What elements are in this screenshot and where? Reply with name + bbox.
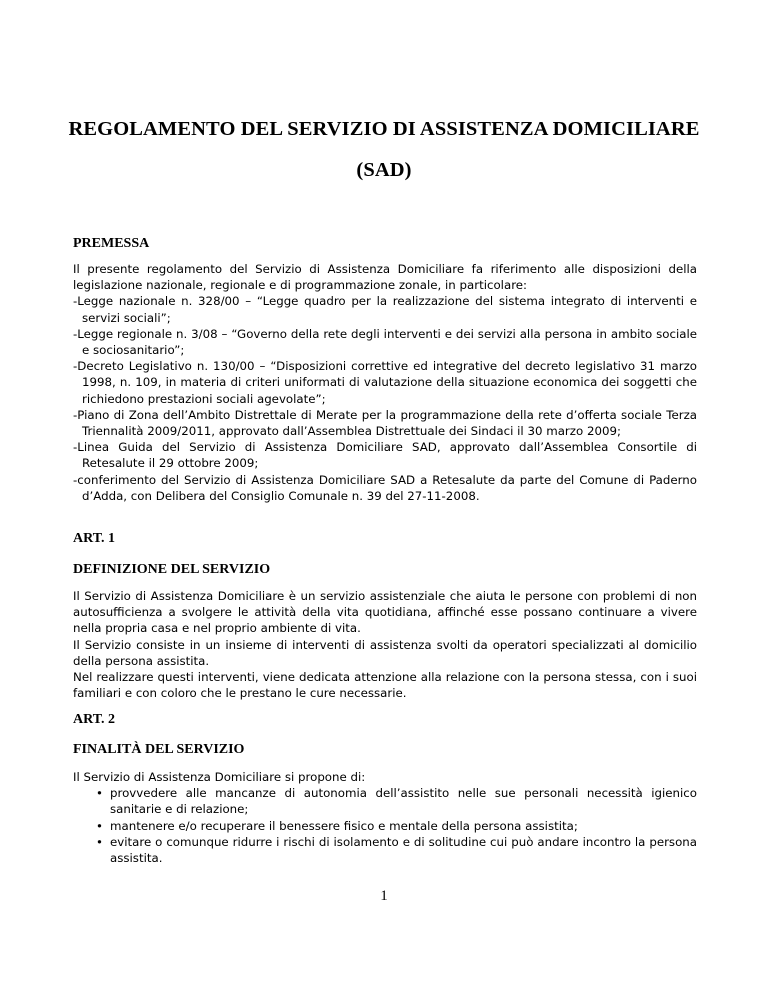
list-item: • provvedere alle mancanze di autonomia dell’assistito nelle sue personali necessità igienico sanitarie e di relazione; [96,786,697,817]
art2-list [73,785,697,866]
art1-paragraph: Il Servizio di Assistenza Domiciliare è un servizio assistenziale che aiuta le persone con problemi di non autosufficienza a svolgere le attività della vita quotidiana, affinché esse possano continuare a vivere nella propria casa e nel proprio ambiente di vita. [73,589,697,636]
bullet-icon: • [96,786,103,801]
art1-paragraph: Nel realizzare questi interventi, viene dedicata attenzione alla relazione con la persona stessa, con i suoi familiari e con coloro che le prestano le cure necessarie. [73,670,697,701]
list-item: -Legge nazionale n. 328/00 – “Legge quadro per la realizzazione del sistema integrato di interventi e servizi sociali”; [73,294,697,325]
document-subtitle: (SAD) [356,159,412,181]
list-item: • evitare o comunque ridurre i rischi di isolamento e di solitudine cui può andare incontro la persona assistita. [96,834,697,866]
premessa-section [73,261,697,504]
art1-heading: DEFINIZIONE DEL SERVIZIO [73,562,271,577]
list-item: -Linea Guida del Servizio di Assistenza Domiciliare SAD, approvato dall’Assemblea Consortile di Retesalute il 29 ottobre 2009; [73,440,697,471]
premessa-list [73,293,697,504]
art2-intro: Il Servizio di Assistenza Domiciliare si propone di: [73,770,366,784]
list-item: -Piano di Zona dell’Ambito Distrettale di Merate per la programmazione della rete d’offerta sociale Terza Triennalità 2009/2011, approvato dall’Assemblea Distrettuale dei Sindaci il 30 marzo 2009; [73,407,697,439]
bullet-icon: • [96,834,103,849]
document-title: REGOLAMENTO DEL SERVIZIO DI ASSISTENZA DOMICILIARE [68,118,700,140]
bullet-icon: • [96,818,103,833]
art1-paragraph: Il Servizio consiste in un insieme di interventi di assistenza svolti da operatori specializzati al domicilio della persona assistita. [73,637,697,668]
art2-heading: FINALITÀ DEL SERVIZIO [73,742,245,757]
art1-number: ART. 1 [73,531,116,546]
premessa-heading: PREMESSA [73,236,150,251]
art1-section [73,588,697,701]
premessa-intro: Il presente regolamento del Servizio di Assistenza Domiciliare fa riferimento alle disposizioni della legislazione nazionale, regionale e di programmazione zonale, in particolare: [73,262,697,293]
list-item: -Decreto Legislativo n. 130/00 – “Disposizioni correttive ed integrative del decreto legislativo 31 marzo 1998, n. 109, in materia di criteri uniformati di valutazione della situazione economica dei soggetti che richiedono prestazioni sociali agevolate”; [73,359,697,406]
art2-number: ART. 2 [73,712,116,727]
list-item: • mantenere e/o recuperare il benessere fisico e mentale della persona assistita; [96,818,578,833]
page-number: 1 [380,888,388,904]
art2-section [73,769,697,866]
list-item: -conferimento del Servizio di Assistenza Domiciliare SAD a Retesalute da parte del Comune di Paderno d’Adda, con Delibera del Consiglio Comunale n. 39 del 27-11-2008. [73,472,697,503]
list-item: -Legge regionale n. 3/08 – “Governo della rete degli interventi e dei servizi alla persona in ambito sociale e sociosanitario”; [73,326,697,358]
